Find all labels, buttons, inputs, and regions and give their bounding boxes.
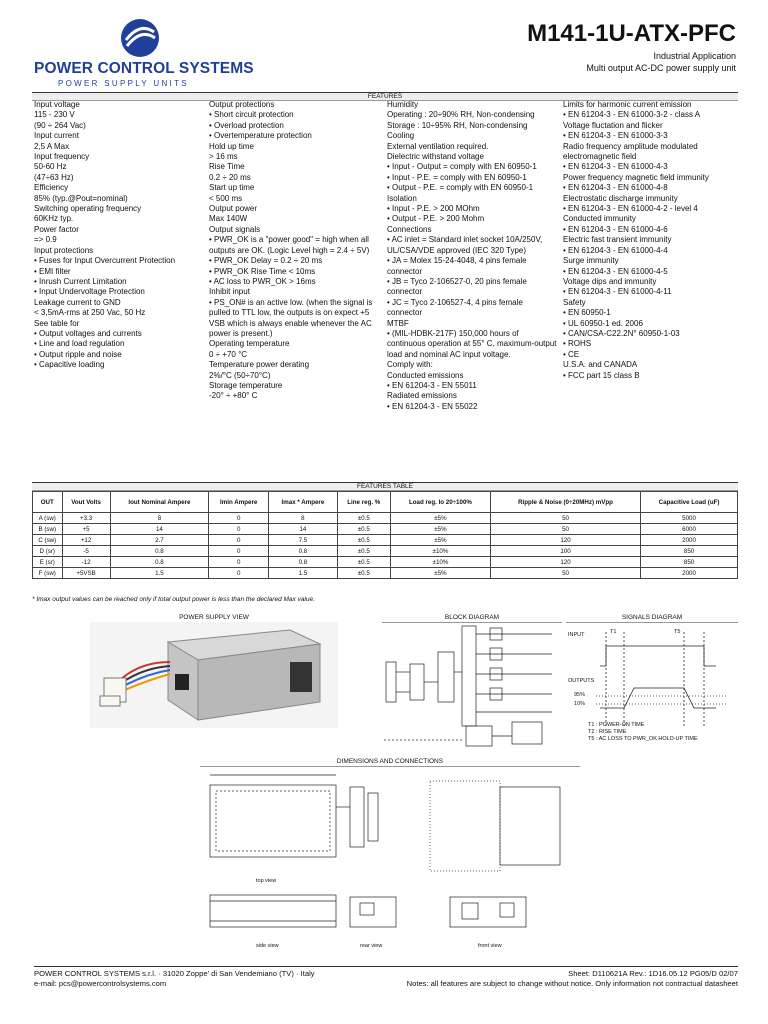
col1-line: Input current	[34, 131, 79, 141]
col1-line: (47÷63 Hz)	[34, 172, 74, 182]
table-cell: ±10%	[390, 557, 490, 568]
table-cell: +5VSB	[62, 568, 110, 579]
company-logo	[34, 18, 254, 88]
footer-email[interactable]: e-mail: pcs@powercontrolsystems.com	[34, 979, 167, 988]
table-cell: 100	[490, 546, 640, 557]
col3-line: Radiated emissions	[387, 391, 457, 401]
features-heading: FEATURES	[32, 92, 738, 101]
col2-line: 2%/°C (50÷70°C)	[209, 370, 271, 380]
table-cell: 50	[490, 524, 640, 535]
table-cell: ±0.5	[337, 535, 390, 546]
power-supply-view-title: POWER SUPPLY VIEW	[90, 614, 338, 623]
col2-line: • PWR_OK Delay = 0.2 ÷ 20 ms	[209, 256, 323, 266]
table-cell: ±10%	[390, 546, 490, 557]
col1-line: • Input Undervoltage Protection	[34, 287, 145, 297]
logo-subtitle: POWER SUPPLY UNITS	[58, 79, 189, 88]
side-view-label: side view	[256, 943, 279, 949]
table-cell: B (sw)	[33, 524, 63, 535]
col1-line: • Line and load regulation	[34, 339, 125, 349]
table-cell: 14	[269, 524, 338, 535]
table-cell: 6000	[641, 524, 738, 535]
table-cell: E (sr)	[33, 557, 63, 568]
col4-line: Surge immunity	[563, 256, 619, 266]
table-header-cell: Imin Ampere	[209, 492, 269, 513]
logo-emblem-icon	[120, 18, 160, 58]
table-row	[33, 524, 738, 535]
signal-outputs-label: OUTPUTS	[568, 678, 595, 684]
table-cell: ±0.5	[337, 568, 390, 579]
col1-line: Power factor	[34, 224, 79, 234]
table-header-cell: Load reg. Io 20÷100%	[390, 492, 490, 513]
rear-view-label: rear view	[360, 943, 383, 949]
col2-line: Start up time	[209, 183, 255, 193]
table-cell: 2.7	[110, 535, 209, 546]
block-diagram	[382, 622, 562, 752]
col4-line: • UL 60950-1 ed. 2006	[563, 318, 643, 328]
col2-line: < 500 ms	[209, 193, 243, 203]
table-cell: 0	[209, 535, 269, 546]
dimensions-svg	[200, 767, 580, 957]
table-cell: 2000	[641, 535, 738, 546]
footer-company-address: POWER CONTROL SYSTEMS s.r.l. · 31020 Zoppe' di San Vendemiano (TV) · Italy	[34, 969, 315, 978]
col4-line: • EN 61204-3 - EN 61000-4-6	[563, 224, 668, 234]
col2-line: • Overtemperature protection	[209, 131, 312, 141]
col1-line: < 3,5mA-rms at 250 Vac, 50 Hz	[34, 308, 146, 318]
table-cell: ±0.5	[337, 524, 390, 535]
col4-line: • EN 61204-3 - EN 61000-4-5	[563, 266, 668, 276]
features-column-2	[209, 100, 383, 402]
signal-t5-label: T5	[674, 629, 681, 635]
col4-line: Conducted immunity	[563, 214, 636, 224]
col4-line: • EN 61204-3 - EN 61000-4-11	[563, 287, 672, 297]
col4-line: Electrostatic discharge immunity	[563, 193, 678, 203]
table-cell: 850	[641, 546, 738, 557]
table-cell: 120	[490, 535, 640, 546]
table-row	[33, 546, 738, 557]
col2-line: 0 ÷ +70 °C	[209, 349, 248, 359]
col2-line: Operating temperature	[209, 339, 290, 349]
table-cell: 8	[110, 513, 209, 524]
col3-line: Storage : 10÷95% RH, Non-condensing	[387, 120, 528, 130]
col2-line: Inhibit input	[209, 287, 250, 297]
table-cell: 5000	[641, 513, 738, 524]
table-row	[33, 535, 738, 546]
col4-line: Radio frequency amplitude modulated electromagnetic field	[563, 141, 698, 162]
signal-95-label: 95%	[574, 692, 586, 698]
col1-line: • Capacitive loading	[34, 360, 105, 370]
col2-line: Output power	[209, 204, 258, 214]
table-cell: +12	[62, 535, 110, 546]
col2-line: • AC loss to PWR_OK > 16ms	[209, 276, 316, 286]
col1-line: Input protections	[34, 245, 94, 255]
col2-line: Output protections	[209, 100, 275, 109]
dimensions-title: DIMENSIONS AND CONNECTIONS	[200, 758, 580, 767]
col1-line: 115 - 230 V	[34, 110, 75, 120]
table-row	[33, 557, 738, 568]
col4-line: • EN 61204-3 - EN 61000-4-8	[563, 183, 668, 193]
signal-legend-t1: T1 : POWER-ON TIME	[588, 722, 645, 728]
col3-line: Humidity	[387, 100, 419, 109]
col2-line: Rise Time	[209, 162, 245, 172]
table-cell: 2000	[641, 568, 738, 579]
table-row	[33, 513, 738, 524]
col3-line: Conducted emissions	[387, 370, 464, 380]
table-body	[33, 513, 738, 579]
col3-line: • EN 61204-3 - EN 55011	[387, 380, 477, 390]
table-header-cell: Ripple & Noise (0÷20MHz) mVpp	[490, 492, 640, 513]
col4-line: Power frequency magnetic field immunity	[563, 172, 709, 182]
table-header-cell: Line reg. %	[337, 492, 390, 513]
table-cell: ±0.5	[337, 557, 390, 568]
top-view-label: top view	[256, 878, 277, 884]
signal-t1-label: T1	[610, 629, 617, 635]
table-cell: ±0.5	[337, 546, 390, 557]
col3-line: Isolation	[387, 193, 417, 203]
features-column-3	[387, 100, 557, 412]
table-header-row	[33, 492, 738, 513]
features-table-heading: FEATURES TABLE	[32, 482, 738, 491]
table-header-cell: Vout Volts	[62, 492, 110, 513]
col2-line: Storage temperature	[209, 380, 283, 390]
col3-line: • EN 61204-3 - EN 55022	[387, 401, 478, 411]
col4-line: U.S.A. and CANADA	[563, 360, 638, 370]
table-cell: A (sw)	[33, 513, 63, 524]
col1-line: • Output ripple and noise	[34, 349, 122, 359]
table-cell: ±5%	[390, 535, 490, 546]
col4-line: Limits for harmonic current emission	[563, 100, 692, 109]
col1-line: Leakage current to GND	[34, 297, 121, 307]
col3-line: Connections	[387, 224, 432, 234]
col4-line: • EN 61204-3 - EN 61000-4-3	[563, 162, 668, 172]
col4-line: Electric fast transient immunity	[563, 235, 672, 245]
col2-line: > 16 ms	[209, 152, 238, 162]
features-column-4	[563, 100, 738, 381]
col2-line: Temperature power derating	[209, 360, 310, 370]
table-cell: ±5%	[390, 568, 490, 579]
col3-line: • Output - P.E. = comply with EN 60950-1	[387, 183, 534, 193]
col3-line: Cooling	[387, 131, 415, 141]
table-cell: 0.8	[269, 557, 338, 568]
table-header-cell: Imax * Ampere	[269, 492, 338, 513]
col1-line: Input voltage	[34, 100, 80, 109]
col2-line: • PWR_OK is a "power good" = high when all outputs are OK. (Logic Level high = 2.4 ÷ 5V)	[209, 235, 370, 255]
block-diagram-title: BLOCK DIAGRAM	[382, 614, 562, 623]
col3-line: • Output - P.E. > 200 Mohm	[387, 214, 485, 224]
table-cell: ±0.5	[337, 513, 390, 524]
signals-diagram	[566, 622, 738, 752]
col2-line: Hold up time	[209, 141, 254, 151]
power-supply-photo	[90, 622, 338, 728]
col3-line: Operating : 20÷90% RH, Non-condensing	[387, 110, 535, 120]
col2-line: Max 140W	[209, 214, 248, 224]
col4-line: • EN 61204-3 - EN 61000-4-4	[563, 245, 668, 255]
table-cell: 0.8	[110, 546, 209, 557]
col1-line: Switching operating frequency	[34, 204, 142, 214]
table-cell: 120	[490, 557, 640, 568]
col3-line: • JB = Tyco 2-106527-0, 20 pins female connector	[387, 276, 527, 297]
table-cell: -5	[62, 546, 110, 557]
signal-legend-t5: T5 : AC LOSS TO PWR_OK HOLD-UP TIME	[588, 736, 698, 742]
col2-line: 0.2 ÷ 20 ms	[209, 172, 251, 182]
table-cell: 0	[209, 557, 269, 568]
col1-line: • Inrush Current Limitation	[34, 276, 127, 286]
signal-legend-t2: T2 : RISE TIME	[588, 729, 627, 735]
table-cell: 0	[209, 524, 269, 535]
col1-line: (90 ÷ 264 Vac)	[34, 120, 86, 130]
table-cell: 0	[209, 546, 269, 557]
table-cell: ±5%	[390, 524, 490, 535]
col1-line: • Fuses for Input Overcurrent Protection	[34, 256, 176, 266]
col2-line: Output signals	[209, 224, 261, 234]
table-cell: +5	[62, 524, 110, 535]
col1-line: Input frequency	[34, 152, 90, 162]
signals-diagram-title: SIGNALS DIAGRAM	[566, 614, 738, 623]
signal-input-label: INPUT	[568, 632, 585, 638]
table-cell: 50	[490, 513, 640, 524]
product-title: M141-1U-ATX-PFC	[527, 20, 736, 47]
col4-line: Voltage fluctation and flicker	[563, 120, 663, 130]
signal-10-label: 10%	[574, 701, 586, 707]
col2-line: -20° ÷ +80° C	[209, 391, 258, 401]
col1-line: => 0.9	[34, 235, 57, 245]
table-row	[33, 568, 738, 579]
footer-notes: Notes: all features are subject to change without notice. Only information not contractual datasheet	[406, 979, 738, 988]
table-cell: 14	[110, 524, 209, 535]
table-cell: 7.5	[269, 535, 338, 546]
col2-line: • PWR_OK Rise Time < 10ms	[209, 266, 316, 276]
col3-line: • Input - P.E. = comply with EN 60950-1	[387, 172, 527, 182]
table-cell: D (sr)	[33, 546, 63, 557]
col2-line: • Short circuit protection	[209, 110, 294, 120]
product-subtitle-application: Industrial Application	[653, 51, 736, 61]
table-cell: 0.8	[110, 557, 209, 568]
product-subtitle-type: Multi output AC-DC power supply unit	[586, 63, 736, 73]
col4-line: • EN 60950-1	[563, 308, 611, 318]
col1-line: 50-60 Hz	[34, 162, 67, 172]
col3-line: MTBF	[387, 318, 409, 328]
table-cell: 0	[209, 513, 269, 524]
col3-line: • (MIL-HDBK-217F) 150,000 hours of continuous operation at 55° C, maximum-output load and nominal AC input voltage.	[387, 328, 557, 359]
table-cell: F (sw)	[33, 568, 63, 579]
col1-line: • Output voltages and currents	[34, 328, 142, 338]
col4-line: • EN 61204-3 - EN 61000-3-2 - class A	[563, 110, 701, 120]
table-cell: 0.8	[269, 546, 338, 557]
col4-line: • ROHS	[563, 339, 592, 349]
col1-line: • EMI filter	[34, 266, 71, 276]
footer-sheet-info: Sheet: D110621A Rev.: 1D16.05.12 PG05/D 02/07	[568, 969, 738, 978]
col3-line: • AC inlet = Standard inlet socket 10A/250V, UL/CSA/VDE approved (IEC 320 Type)	[387, 235, 543, 255]
col4-line: • CAN/CSA-C22.2N° 60950-1-03	[563, 328, 680, 338]
table-cell: 850	[641, 557, 738, 568]
footer	[34, 966, 738, 988]
logo-text: POWER CONTROL SYSTEMS	[34, 60, 254, 77]
col4-line: • FCC part 15 class B	[563, 370, 640, 380]
col4-line: Voltage dips and immunity	[563, 276, 657, 286]
table-cell: -12	[62, 557, 110, 568]
col1-line: Efficiency	[34, 183, 69, 193]
table-cell: C (sw)	[33, 535, 63, 546]
col4-line: Safety	[563, 297, 586, 307]
col3-line: • Input - Output = comply with EN 60950-1	[387, 162, 537, 172]
col1-line: 85% (typ.@Pout=nominal)	[34, 193, 128, 203]
col1-line: 60KHz typ.	[34, 214, 74, 224]
col3-line: • JA = Molex 15-24-4048, 4 pins female connector	[387, 256, 527, 276]
table-cell: 1.5	[110, 568, 209, 579]
col2-line: • PS_ON# is an active low. (when the signal is pulled to TTL low, the outputs is on expect +5 VSB which is always enable whenever the AC power is present.)	[209, 297, 373, 338]
col4-line: • EN 61204-3 - EN 61000-4-2 - level 4	[563, 204, 698, 214]
col3-line: • JC = Tyco 2-106527-4, 4 pins female connector	[387, 297, 523, 318]
table-cell: +3.3	[62, 513, 110, 524]
dimensions-drawing	[200, 767, 580, 957]
table-cell: 8	[269, 513, 338, 524]
col3-line: External ventilation required.	[387, 141, 489, 151]
col1-line: 2,5 A Max	[34, 141, 70, 151]
table-cell: 0	[209, 568, 269, 579]
col2-line: • Overload protection	[209, 120, 284, 130]
front-view-label: front view	[478, 943, 502, 949]
table-cell: ±5%	[390, 513, 490, 524]
features-column-1	[34, 100, 200, 371]
col3-line: Comply with:	[387, 360, 433, 370]
col4-line: • CE	[563, 349, 580, 359]
table-cell: 1.5	[269, 568, 338, 579]
table-header-cell: Capacitive Load (uF)	[641, 492, 738, 513]
table-header-cell: Iout Nominal Ampere	[110, 492, 209, 513]
table-cell: 50	[490, 568, 640, 579]
col1-line: See table for	[34, 318, 80, 328]
col3-line: • Input - P.E. > 200 MOhm	[387, 204, 480, 214]
table-footnote: * Imax output values can be reached only if total output power is less than the declared Max value.	[32, 596, 315, 603]
features-table	[32, 491, 738, 579]
col4-line: • EN 61204-3 - EN 61000-3-3	[563, 131, 668, 141]
table-header-cell: OUT	[33, 492, 63, 513]
col3-line: Dielectric withstand voltage	[387, 152, 484, 162]
